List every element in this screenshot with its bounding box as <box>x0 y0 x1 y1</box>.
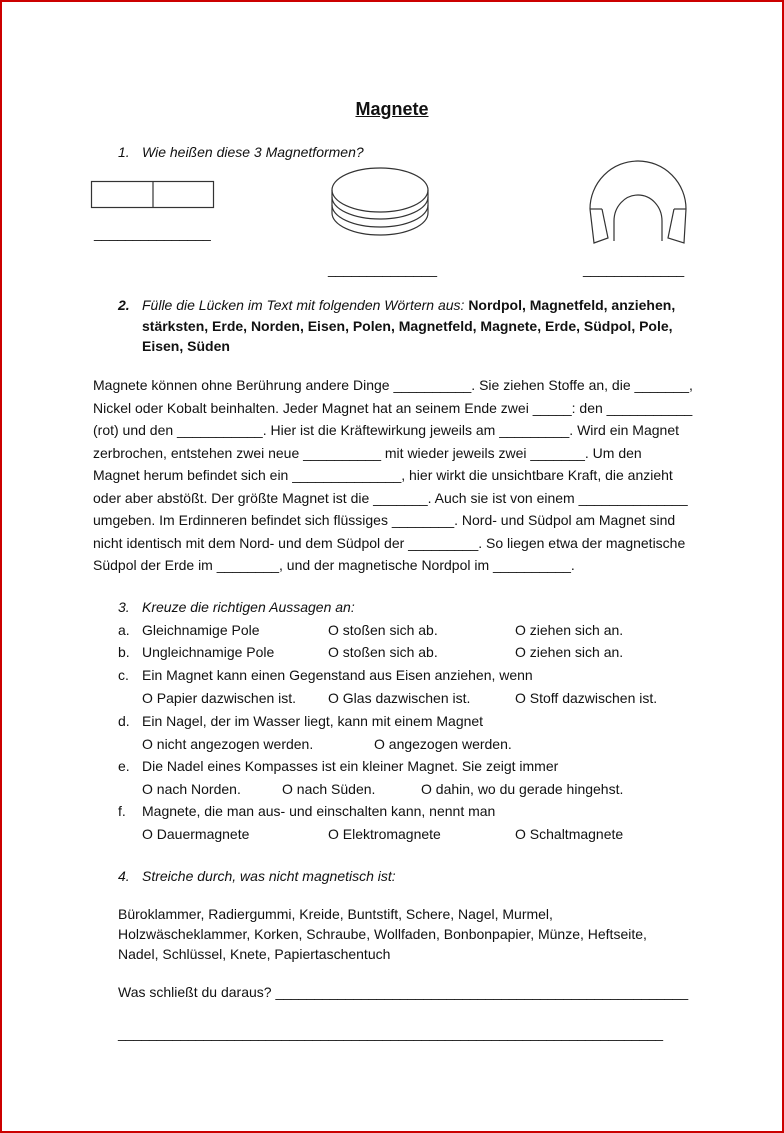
word-bank-line-1: Nordpol, Magnetfeld, anziehen, <box>468 297 676 313</box>
question-4-text: Streiche durch, was nicht magnetisch ist: <box>142 868 396 884</box>
option-f-1[interactable]: O Dauermagnete <box>142 826 250 842</box>
option-c-3[interactable]: O Stoff dazwischen ist. <box>515 690 658 706</box>
option-a-1[interactable]: O stoßen sich ab. <box>328 622 438 638</box>
option-f-3[interactable]: O Schaltmagnete <box>515 826 624 842</box>
answer-blank-bar-magnet[interactable]: _______________ <box>94 225 211 241</box>
option-c-1[interactable]: O Papier dazwischen ist. <box>142 690 297 706</box>
option-c-2[interactable]: O Glas dazwischen ist. <box>328 690 471 706</box>
statement-f-text: Magnete, die man aus- und einschalten kann, nennt man <box>142 803 496 819</box>
page-title: Magnete <box>355 99 429 119</box>
question-3-number: 3. <box>118 599 130 615</box>
statement-d-letter: d. <box>118 713 130 729</box>
option-b-2[interactable]: O ziehen sich an. <box>515 644 624 660</box>
cloze-paragraph <box>93 374 713 577</box>
statement-a-text: Gleichnamige Pole <box>142 622 260 638</box>
option-a-2[interactable]: O ziehen sich an. <box>515 622 624 638</box>
option-e-3[interactable]: O dahin, wo du gerade hingehst. <box>421 781 624 797</box>
statement-e-letter: e. <box>118 758 130 774</box>
question-2-intro: Fülle die Lücken im Text mit folgenden Wörtern aus: <box>142 297 469 313</box>
statement-c-letter: c. <box>118 667 129 683</box>
statement-d-text: Ein Nagel, der im Wasser liegt, kann mit einem Magnet <box>142 713 484 729</box>
statement-f-letter: f. <box>118 803 126 819</box>
cloze-line: Südpol der Erde im ________, und der magnetische Nordpol im __________. <box>93 557 575 573</box>
cloze-line: zerbrochen, entstehen zwei neue __________ mit wieder jeweils zwei _______. Um den <box>93 444 642 461</box>
cloze-line: Nickel oder Kobalt beinhalten. Jeder Magnet hat an seinem Ende zwei _____: den ___________ <box>93 399 693 416</box>
question-1 <box>118 144 364 160</box>
word-bank-line-3: Eisen, Süden <box>142 338 230 354</box>
option-e-2[interactable]: O nach Süden. <box>282 781 376 797</box>
option-e-1[interactable]: O nach Norden. <box>142 781 241 797</box>
cloze-line: oder aber abstößt. Der größte Magnet ist die _______. Auch sie ist von einem ______________ <box>93 489 688 506</box>
question-3 <box>118 599 355 615</box>
cloze-line: umgeben. Im Erdinneren befindet sich flüssiges ________. Nord- und Südpol am Magnet sind <box>93 512 676 528</box>
bar-magnet-drawing <box>90 180 216 212</box>
option-f-2[interactable]: O Elektromagnete <box>328 826 441 842</box>
question-4 <box>118 868 396 884</box>
cloze-line: nicht identisch mit dem Nord- und dem Südpol der _________. So liegen etwa der magnetische <box>93 534 686 551</box>
question-4-number: 4. <box>118 868 130 884</box>
question-1-text: Wie heißen diese 3 Magnetformen? <box>142 144 364 160</box>
statement-b-text: Ungleichnamige Pole <box>142 644 275 660</box>
cloze-line: Magnet herum befindet sich ein ______________, hier wirkt die unsichtbare Kraft, die anzieht <box>93 467 673 483</box>
statement-a-letter: a. <box>118 622 130 638</box>
item-list-line-1[interactable]: Büroklammer, Radiergummi, Kreide, Buntstift, Schere, Nagel, Murmel, <box>118 906 553 922</box>
word-bank-line-2: stärksten, Erde, Norden, Eisen, Polen, Magnetfeld, Magnete, Erde, Südpol, Pole, <box>142 318 673 334</box>
statement-b-letter: b. <box>118 644 130 660</box>
item-list-line-3[interactable]: Nadel, Schlüssel, Knete, Papiertaschentuch <box>118 946 391 962</box>
cloze-line: (rot) und den ___________. Hier ist die Kräftewirkung jeweils am _________. Wird ein Magnet <box>93 422 680 438</box>
conclusion-answer-line[interactable]: ______________________________________________________________________ <box>118 1025 664 1041</box>
option-b-1[interactable]: O stoßen sich ab. <box>328 644 438 660</box>
question-1-number: 1. <box>118 144 130 160</box>
question-2 <box>118 297 675 313</box>
answer-blank-disc-magnet[interactable]: ______________ <box>328 261 438 277</box>
option-d-1[interactable]: O nicht angezogen werden. <box>142 736 314 752</box>
cloze-line: Magnete können ohne Berührung andere Dinge __________. Sie ziehen Stoffe an, die _______, <box>93 377 693 393</box>
disc-magnet-drawing <box>328 166 432 242</box>
answer-blank-horseshoe-magnet[interactable]: _____________ <box>583 261 685 277</box>
question-3-text: Kreuze die richtigen Aussagen an: <box>142 599 355 615</box>
option-d-2[interactable]: O angezogen werden. <box>374 736 512 752</box>
conclusion-prompt[interactable]: Was schließt du daraus? _____________________________________________________ <box>118 984 689 1000</box>
statement-e-text: Die Nadel eines Kompasses ist ein kleiner Magnet. Sie zeigt immer <box>142 758 559 774</box>
statement-c-text: Ein Magnet kann einen Gegenstand aus Eisen anziehen, wenn <box>142 667 533 683</box>
question-2-number: 2. <box>118 297 130 313</box>
horseshoe-magnet-drawing <box>586 157 690 249</box>
item-list-line-2[interactable]: Holzwäscheklammer, Korken, Schraube, Wollfaden, Bonbonpapier, Münze, Heftseite, <box>118 926 647 942</box>
